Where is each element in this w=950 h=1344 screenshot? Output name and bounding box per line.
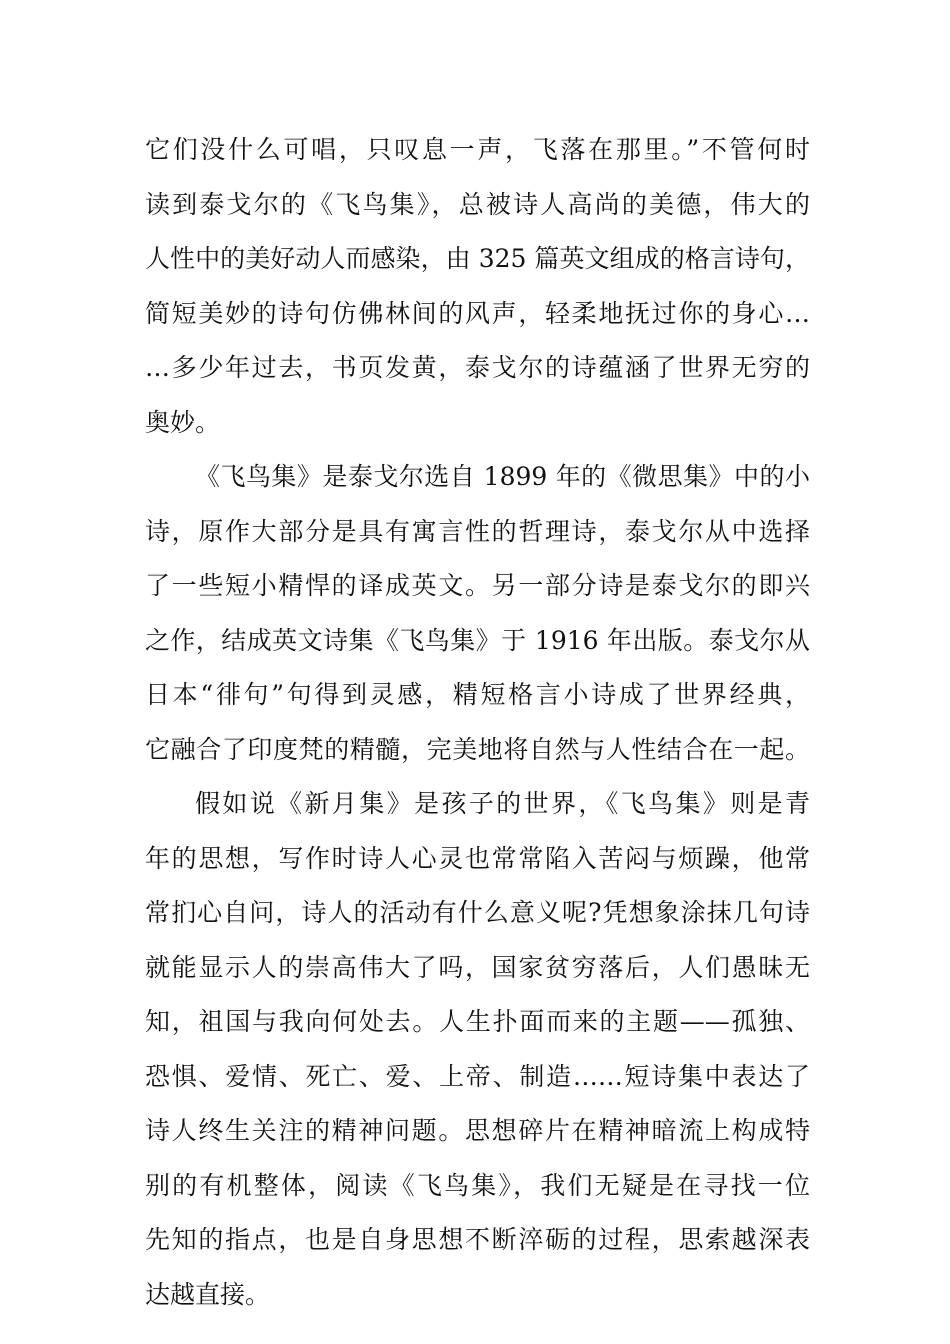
text-line: 人性中的美好动人而感染，由 325 篇英文组成的格言诗句，	[145, 244, 810, 273]
text-line: 知，祖国与我向何处去。人生扑面而来的主题——孤独、	[145, 1007, 810, 1036]
text-line: 它们没什么可唱，只叹息一声，飞落在那里。”不管何时	[145, 135, 810, 164]
text-line: 简短美妙的诗句仿佛林间的风声，轻柔地抚过你的身心…	[145, 298, 810, 328]
text-line: 了一些短小精悍的译成英文。另一部分诗是泰戈尔的即兴	[145, 571, 810, 600]
text-line: 之作，结成英文诗集《飞鸟集》于 1916 年出版。泰戈尔从	[145, 625, 810, 655]
text-line: 别的有机整体，阅读《飞鸟集》，我们无疑是在寻找一位	[145, 1170, 810, 1200]
text-line: 常扪心自问，诗人的活动有什么意义呢?凭想象涂抹几句诗	[145, 898, 810, 927]
text-line: 诗，原作大部分是具有寓言性的哲理诗，泰戈尔从中选择	[145, 516, 810, 546]
text-line: …多少年过去，书页发黄，泰戈尔的诗蕴涵了世界无穷的	[145, 353, 810, 382]
text-line: 年的思想，写作时诗人心灵也常常陷入苦闷与烦躁，他常	[145, 843, 810, 873]
text-line: 诗人终生关注的精神问题。思想碎片在精神暗流上构成特	[145, 1116, 810, 1145]
text-line: 它融合了印度梵的精髓，完美地将自然与人性结合在一起。	[145, 734, 810, 764]
text-line: 读到泰戈尔的《飞鸟集》，总被诗人高尚的美德，伟大的	[145, 189, 810, 219]
text-line: 恐惧、爱情、死亡、爱、上帝、制造……短诗集中表达了	[145, 1061, 810, 1091]
text-line: 假如说《新月集》是孩子的世界，《飞鸟集》则是青	[195, 789, 810, 818]
text-line: 就能显示人的崇高伟大了吗，国家贫穷落后，人们愚昧无	[145, 952, 810, 982]
text-line: 达越直接。	[145, 1279, 271, 1309]
text-line: 日本“徘句”句得到灵感，精短格言小诗成了世界经典，	[145, 680, 810, 709]
text-line: 《飞鸟集》是泰戈尔选自 1899 年的《微思集》中的小	[195, 462, 810, 491]
text-line: 奥妙。	[145, 407, 221, 437]
body-text	[145, 128, 810, 1327]
text-line: 先知的指点，也是自身思想不断淬砺的过程，思索越深表	[145, 1225, 810, 1254]
